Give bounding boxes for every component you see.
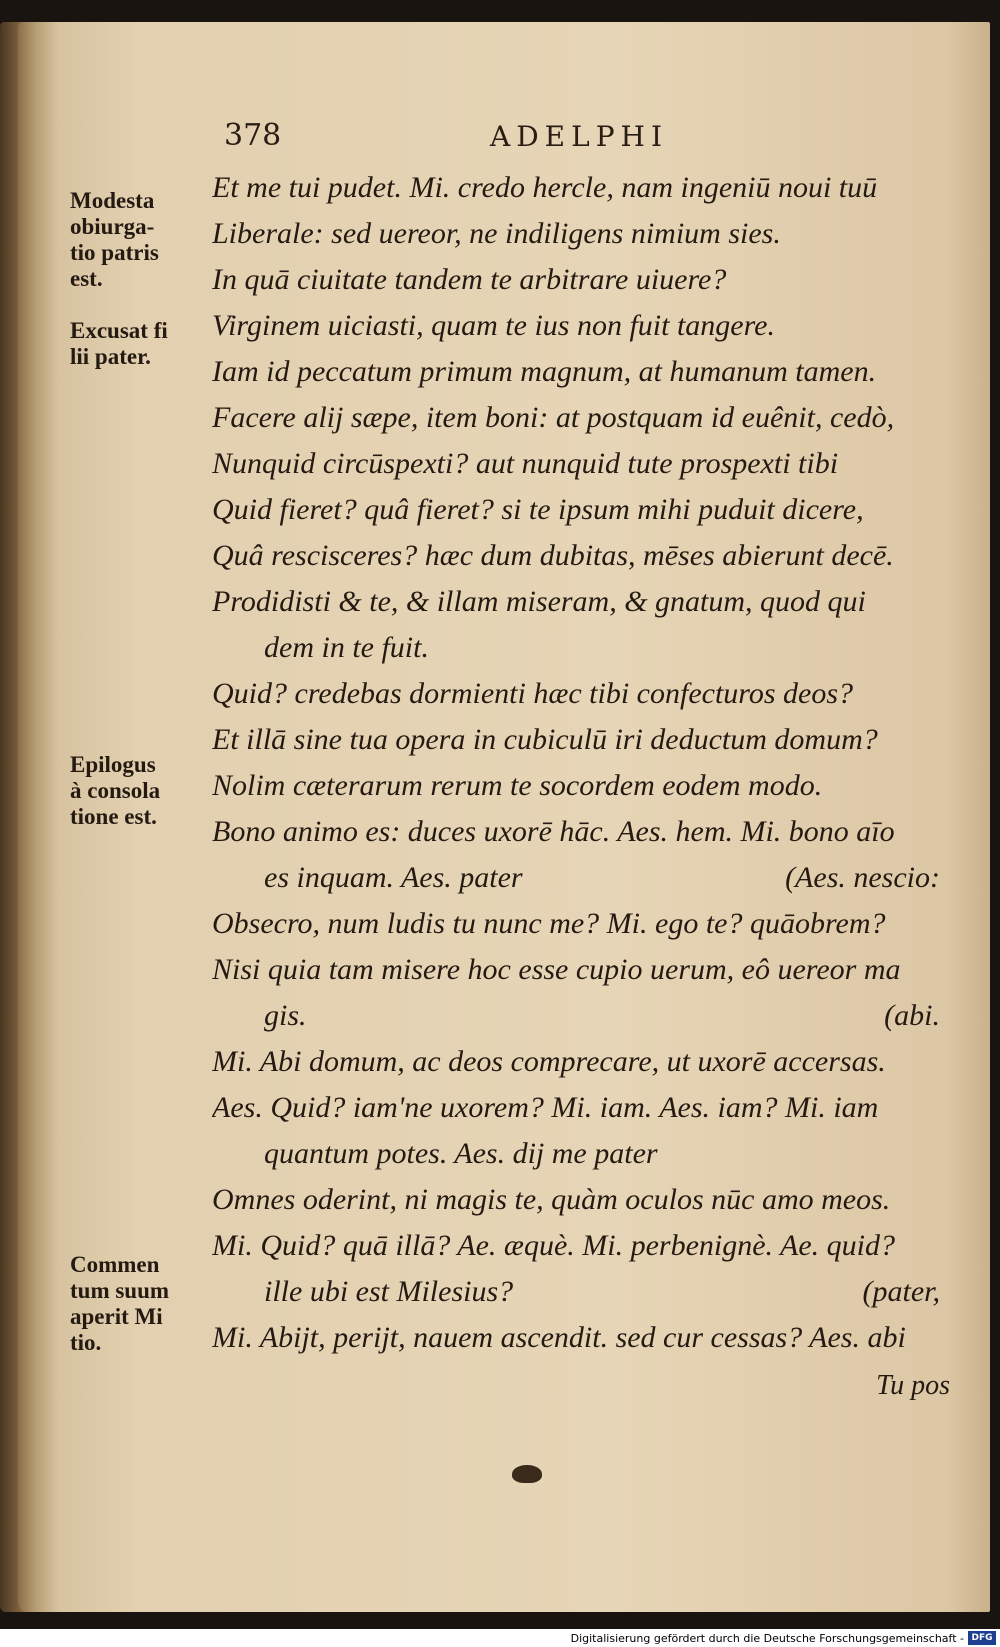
text-line: Prodidisti & te, & illam miseram, & gnatum, quod qui: [212, 585, 866, 618]
text-line: Mi. Abijt, perijt, nauem ascendit. sed cur cessas? Aes. abi: [212, 1321, 906, 1354]
text-line: Aes. Quid? iam'ne uxorem? Mi. iam. Aes. iam? Mi. iam: [212, 1091, 879, 1124]
text-line: Bono animo es: duces uxorē hāc. Aes. hem. Mi. bono aīo: [212, 815, 895, 848]
margin-note-excusat: [70, 318, 210, 370]
text-line: Obsecro, num ludis tu nunc me? Mi. ego te? quāobrem?: [212, 907, 886, 940]
text-line: Quid fieret? quâ fieret? si te ipsum mihi puduit dicere,: [212, 493, 864, 526]
margin-note-line: à consola: [70, 778, 161, 803]
margin-note-line: lii pater.: [70, 344, 151, 369]
text-line: Mi. Abi domum, ac deos comprecare, ut uxorē accersas.: [212, 1045, 886, 1078]
text-line: Nolim cæterarum rerum te socordem eodem modo.: [212, 769, 823, 802]
page-number: 378: [224, 118, 282, 153]
text-line: Iam id peccatum primum magnum, at humanum tamen.: [212, 355, 877, 388]
margin-note-line: Commen: [70, 1252, 160, 1277]
margin-note-commentum: [70, 1252, 210, 1356]
text-line: es inquam. Aes. pater: [264, 861, 523, 894]
margin-note-modesta: [70, 188, 210, 292]
margin-note-line: Excusat fi: [70, 318, 168, 343]
text-line: In quā ciuitate tandem te arbitrare uiuere?: [212, 263, 727, 296]
margin-note-line: tio patris: [70, 240, 159, 265]
text-line: Nisi quia tam misere hoc esse cupio uerum, eô uereor ma: [212, 953, 901, 986]
running-title: ADELPHI: [490, 120, 669, 153]
text-line: ille ubi est Milesius?: [264, 1275, 514, 1308]
footer-credit: Digitalisierung gefördert durch die Deutsche Forschungsgemeinschaft -: [570, 1632, 964, 1645]
text-line: gis.: [264, 999, 307, 1032]
dfg-logo: DFG: [968, 1631, 996, 1645]
margin-note-line: tum suum: [70, 1278, 170, 1303]
text-line: Virginem uiciasti, quam te ius non fuit tangere.: [212, 309, 775, 342]
text-line: Omnes oderint, ni magis te, quàm oculos nūc amo meos.: [212, 1183, 891, 1216]
margin-note-line: Epilogus: [70, 752, 156, 777]
margin-note-line: est.: [70, 266, 103, 291]
text-line: Quâ rescisceres? hæc dum dubitas, mēses abierunt decē.: [212, 539, 894, 572]
margin-note-line: Modesta: [70, 188, 155, 213]
text-line: (pater,: [862, 1275, 940, 1308]
text-line: quantum potes. Aes. dij me pater: [264, 1137, 658, 1170]
margin-note-line: obiurga-: [70, 214, 155, 239]
margin-note-line: tio.: [70, 1330, 102, 1355]
catchword: Tu pos: [876, 1370, 950, 1401]
text-line: Mi. Quid? quā illā? Ae. æquè. Mi. perbenignè. Ae. quid?: [212, 1229, 895, 1262]
text-line: Et me tui pudet. Mi. credo hercle, nam ingeniū noui tuū: [212, 171, 878, 204]
margin-note-line: aperit Mi: [70, 1304, 163, 1329]
page-header: [0, 118, 1000, 158]
text-line: (abi.: [884, 999, 940, 1032]
printer-ornament-icon: [512, 1465, 542, 1483]
text-line: (Aes. nescio:: [785, 861, 940, 894]
margin-note-epilogus: [70, 752, 210, 830]
text-line: Nunquid circūspexti? aut nunquid tute prospexti tibi: [212, 447, 839, 480]
text-line: Quid? credebas dormienti hæc tibi confecturos deos?: [212, 677, 854, 710]
text-line: Liberale: sed uereor, ne indiligens nimium sies.: [212, 217, 781, 250]
margin-note-line: tione est.: [70, 804, 157, 829]
text-line: dem in te fuit.: [264, 631, 429, 664]
text-line: Facere alij sæpe, item boni: at postquam id euênit, cedò,: [212, 401, 895, 434]
text-line: Et illā sine tua opera in cubiculū iri deductum domum?: [212, 723, 878, 756]
